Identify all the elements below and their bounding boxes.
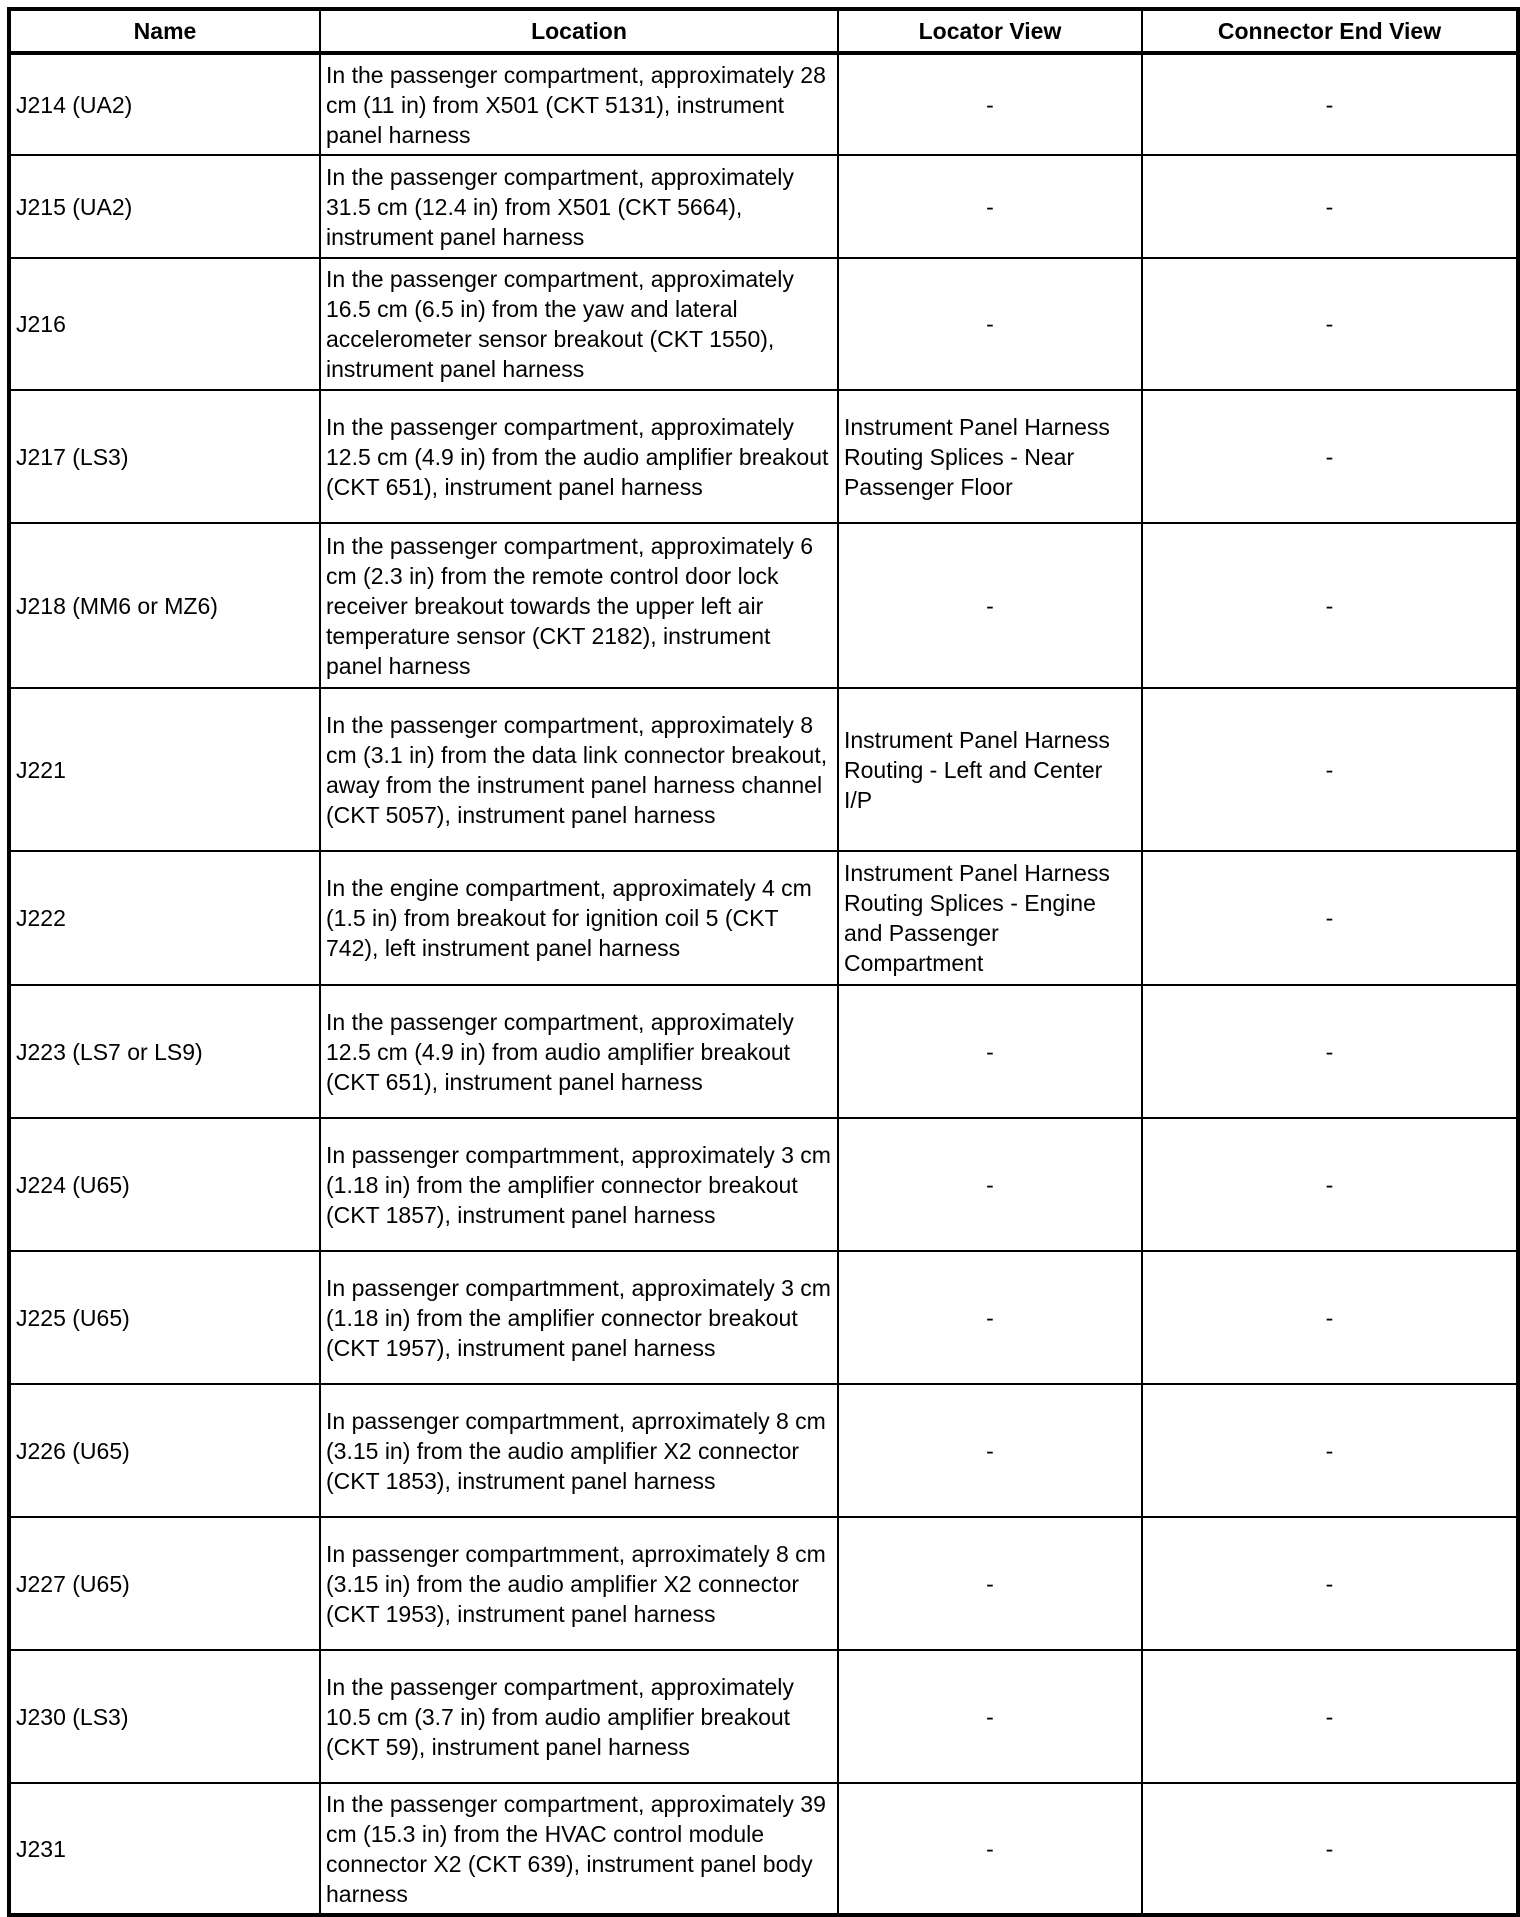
cell-locator-view: - <box>838 1251 1142 1384</box>
cell-locator-view: - <box>838 1517 1142 1650</box>
table-row <box>9 155 1518 258</box>
header-connector-end-view: Connector End View <box>1142 9 1518 53</box>
cell-connector-end-view: - <box>1142 390 1518 523</box>
cell-location: In passenger compartmment, aprroximately 8 cm (3.15 in) from the audio amplifier X2 connector (CKT 1953), instrument panel harness <box>320 1517 838 1650</box>
cell-locator-view: - <box>838 1384 1142 1517</box>
cell-location: In the passenger compartment, approximately 31.5 cm (12.4 in) from X501 (CKT 5664), instrument panel harness <box>320 155 838 258</box>
cell-locator-view: Instrument Panel Harness Routing Splices - Engine and Passenger Compartment <box>838 851 1142 985</box>
cell-location: In passenger compartmment, approximately 3 cm (1.18 in) from the amplifier connector breakout (CKT 1957), instrument panel harness <box>320 1251 838 1384</box>
table-row <box>9 1384 1518 1517</box>
cell-location: In the engine compartment, approximately 4 cm (1.5 in) from breakout for ignition coil 5 (CKT 742), left instrument panel harness <box>320 851 838 985</box>
cell-locator-view: Instrument Panel Harness Routing Splices - Near Passenger Floor <box>838 390 1142 523</box>
cell-location: In the passenger compartment, approximately 12.5 cm (4.9 in) from audio amplifier breakout (CKT 651), instrument panel harness <box>320 985 838 1118</box>
cell-locator-view: - <box>838 985 1142 1118</box>
cell-name: J222 <box>9 851 320 985</box>
cell-connector-end-view: - <box>1142 258 1518 390</box>
cell-connector-end-view: - <box>1142 1650 1518 1783</box>
cell-location: In the passenger compartment, approximately 8 cm (3.1 in) from the data link connector breakout, away from the instrument panel harness channel (CKT 5057), instrument panel harness <box>320 688 838 851</box>
header-locator-view: Locator View <box>838 9 1142 53</box>
cell-location: In the passenger compartment, approximately 28 cm (11 in) from X501 (CKT 5131), instrument panel harness <box>320 53 838 155</box>
table-row <box>9 851 1518 985</box>
cell-locator-view: - <box>838 523 1142 688</box>
cell-name: J230 (LS3) <box>9 1650 320 1783</box>
cell-name: J226 (U65) <box>9 1384 320 1517</box>
table-row <box>9 258 1518 390</box>
cell-connector-end-view: - <box>1142 985 1518 1118</box>
cell-connector-end-view: - <box>1142 1251 1518 1384</box>
cell-locator-view: - <box>838 53 1142 155</box>
table-row <box>9 1118 1518 1251</box>
cell-name: J225 (U65) <box>9 1251 320 1384</box>
cell-name: J224 (U65) <box>9 1118 320 1251</box>
cell-name: J218 (MM6 or MZ6) <box>9 523 320 688</box>
cell-location: In passenger compartmment, approximately 3 cm (1.18 in) from the amplifier connector breakout (CKT 1857), instrument panel harness <box>320 1118 838 1251</box>
cell-name: J221 <box>9 688 320 851</box>
cell-name: J231 <box>9 1783 320 1915</box>
cell-connector-end-view: - <box>1142 523 1518 688</box>
table-header-row <box>9 9 1518 53</box>
cell-connector-end-view: - <box>1142 1517 1518 1650</box>
table-row <box>9 1650 1518 1783</box>
cell-locator-view: - <box>838 1783 1142 1915</box>
cell-name: J216 <box>9 258 320 390</box>
cell-name: J227 (U65) <box>9 1517 320 1650</box>
table-row <box>9 1251 1518 1384</box>
cell-locator-view: - <box>838 155 1142 258</box>
cell-connector-end-view: - <box>1142 1783 1518 1915</box>
cell-connector-end-view: - <box>1142 53 1518 155</box>
cell-connector-end-view: - <box>1142 1384 1518 1517</box>
cell-connector-end-view: - <box>1142 155 1518 258</box>
cell-name: J214 (UA2) <box>9 53 320 155</box>
cell-name: J215 (UA2) <box>9 155 320 258</box>
header-location: Location <box>320 9 838 53</box>
cell-connector-end-view: - <box>1142 851 1518 985</box>
cell-locator-view: - <box>838 1650 1142 1783</box>
cell-locator-view: Instrument Panel Harness Routing - Left and Center I/P <box>838 688 1142 851</box>
splice-table-container <box>7 7 1520 1917</box>
cell-name: J223 (LS7 or LS9) <box>9 985 320 1118</box>
splice-location-table <box>7 7 1520 1917</box>
table-row <box>9 1517 1518 1650</box>
table-row <box>9 1783 1518 1915</box>
table-row <box>9 53 1518 155</box>
table-row <box>9 523 1518 688</box>
cell-locator-view: - <box>838 258 1142 390</box>
cell-locator-view: - <box>838 1118 1142 1251</box>
cell-name: J217 (LS3) <box>9 390 320 523</box>
cell-location: In the passenger compartment, approximately 6 cm (2.3 in) from the remote control door lock receiver breakout towards the upper left air temperature sensor (CKT 2182), instrument panel harness <box>320 523 838 688</box>
cell-location: In the passenger compartment, approximately 10.5 cm (3.7 in) from audio amplifier breakout (CKT 59), instrument panel harness <box>320 1650 838 1783</box>
table-row <box>9 688 1518 851</box>
cell-connector-end-view: - <box>1142 1118 1518 1251</box>
cell-location: In the passenger compartment, approximately 39 cm (15.3 in) from the HVAC control module connector X2 (CKT 639), instrument panel body harness <box>320 1783 838 1915</box>
cell-location: In passenger compartmment, aprroximately 8 cm (3.15 in) from the audio amplifier X2 connector (CKT 1853), instrument panel harness <box>320 1384 838 1517</box>
cell-location: In the passenger compartment, approximately 16.5 cm (6.5 in) from the yaw and lateral accelerometer sensor breakout (CKT 1550), instrument panel harness <box>320 258 838 390</box>
cell-location: In the passenger compartment, approximately 12.5 cm (4.9 in) from the audio amplifier breakout (CKT 651), instrument panel harness <box>320 390 838 523</box>
cell-connector-end-view: - <box>1142 688 1518 851</box>
table-row <box>9 390 1518 523</box>
table-row <box>9 985 1518 1118</box>
header-name: Name <box>9 9 320 53</box>
